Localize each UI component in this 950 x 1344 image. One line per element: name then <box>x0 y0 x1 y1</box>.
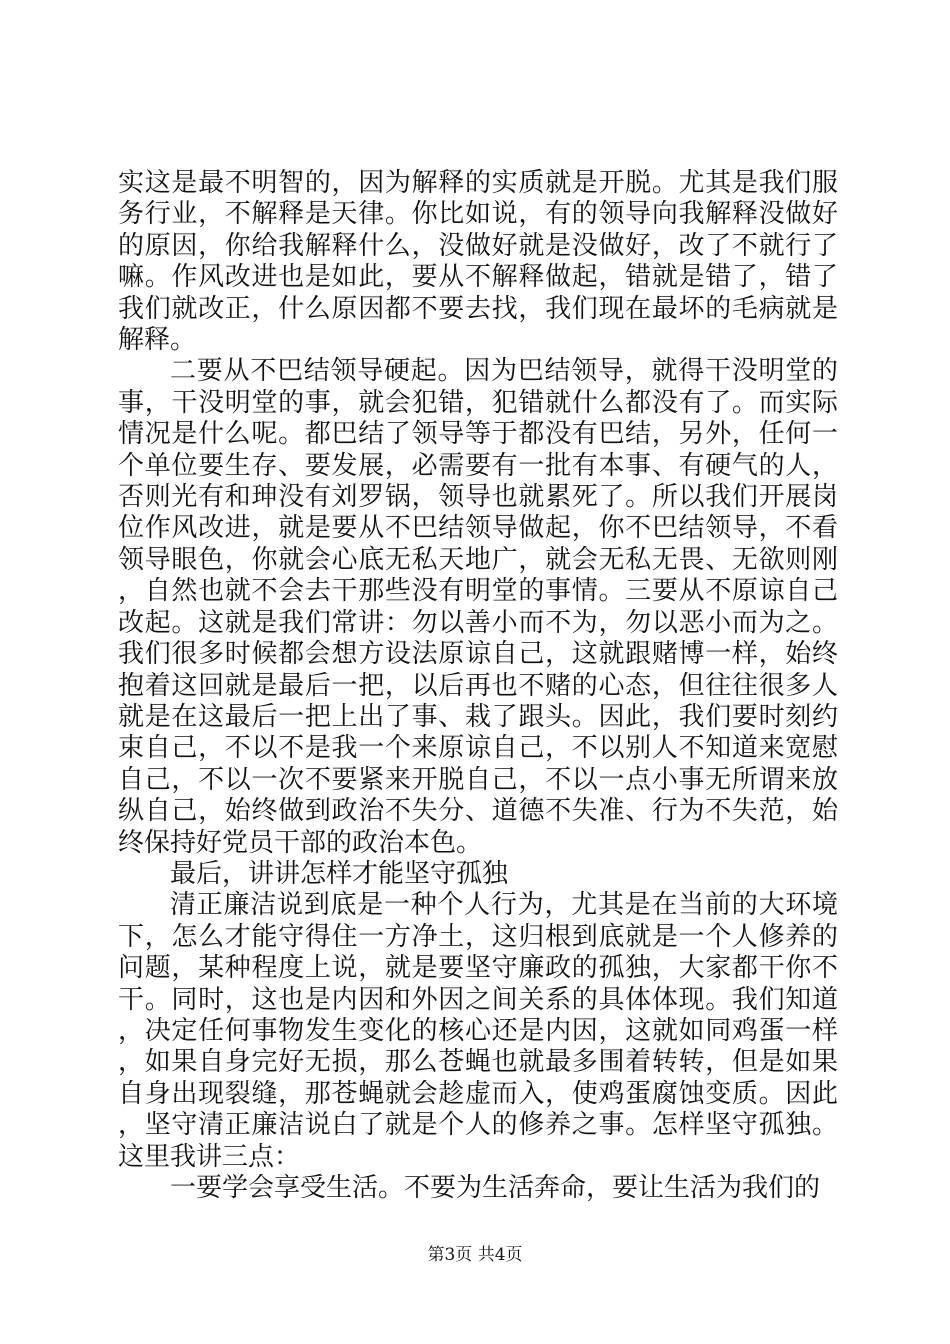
paragraph-1: 实这是最不明智的，因为解释的实质就是开脱。尤其是我们服务行业，不解释是天律。你比如说，有的领导向我解释没做好的原因，你给我解释什么，没做好就是没做好，改了不就行了嘛。作风改进也是如此，要从不解释做起，错就是错了，错了我们就改正，什么原因都不要去找，我们现在最坏的毛病就是解释。 <box>118 168 838 356</box>
paragraph-4: 一要学会享受生活。不要为生活奔命，要让生活为我们的 <box>170 1173 821 1203</box>
paragraph-3: 清正廉洁说到底是一种个人行为，尤其是在当前的大环境下，怎么才能守得住一方净土，这归根到底就是一个人修养的问题，某种程度上说，就是要坚守廉政的孤独，大家都干你不干。同时，这也是内因和外因之间关系的具体体现。我们知道，决定任何事物发生变化的核心还是内因，这就如同鸡蛋一样，如果自身完好无损，那么苍蝇也就最多围着转转，但是如果自身出现裂缝，那苍蝇就会趁虚而入，使鸡蛋腐蚀变质。因此，坚守清正廉洁说白了就是个人的修养之事。怎样坚守孤独。这里我讲三点： <box>118 890 838 1172</box>
page-footer: 第3页 共4页 <box>427 1245 523 1265</box>
document-body <box>118 168 838 1204</box>
section-heading: 最后，讲讲怎样才能坚守孤独 <box>170 858 509 889</box>
paragraph-2: 二要从不巴结领导硬起。因为巴结领导，就得干没明堂的事，干没明堂的事，就会犯错，犯错就什么都没有了。而实际情况是什么呢。都巴结了领导等于都没有巴结，另外，任何一个单位要生存、要发展，必需要有一批有本事、有硬气的人，否则光有和珅没有刘罗锅，领导也就累死了。所以我们开展岗位作风改进，就是要从不巴结领导做起，你不巴结领导，不看领导眼色，你就会心底无私天地广，就会无私无畏、无欲则刚，自然也就不会去干那些没有明堂的事情。三要从不原谅自己改起。这就是我们常讲：勿以善小而不为，勿以恶小而为之。我们很多时候都会想方设法原谅自己，这就跟赌博一样，始终抱着这回就是最后一把，以后再也不赌的心态，但往往很多人就是在这最后一把上出了事、栽了跟头。因此，我们要时刻约束自己，不以不是我一个来原谅自己，不以别人不知道来宽慰自己，不以一次不要紧来开脱自己，不以一点小事无所谓来放纵自己，始终做到政治不失分、道德不失准、行为不失范，始终保持好党员干部的政治本色。 <box>118 356 838 858</box>
